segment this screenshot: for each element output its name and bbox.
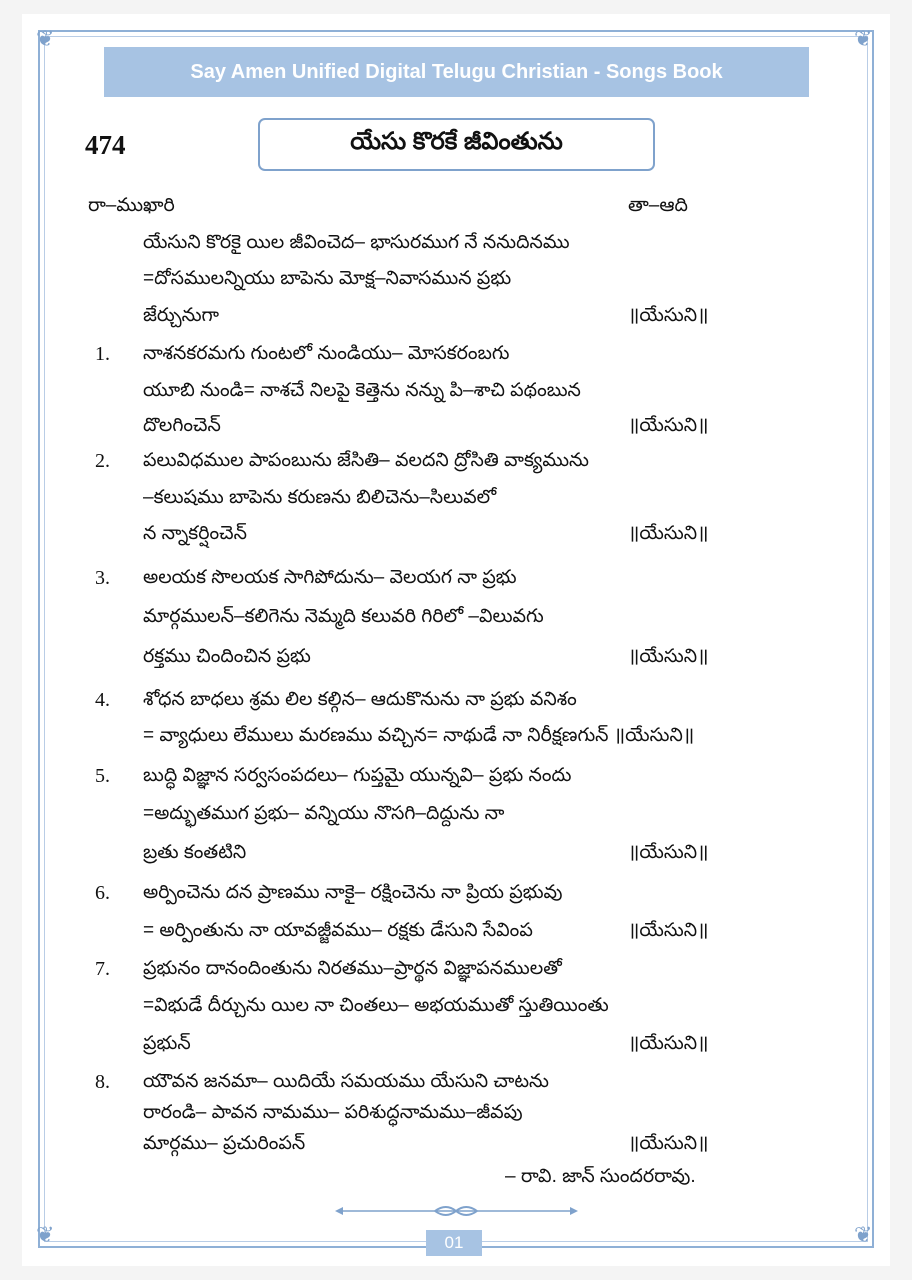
corner-ornament-icon: ❦ [854, 26, 873, 51]
lyric-text: =దోసములన్నియు బాపెను మోక్ష–నివాసమున ప్రభు [143, 268, 512, 289]
verse-number: 5. [95, 765, 110, 787]
lyric-line [0, 803, 912, 833]
lyric-text: బుద్ధి విజ్ఞాన సర్వసంపదలు– గుప్తమై యున్నవి– ప్రభు నందు [143, 765, 572, 786]
lyric-line [0, 995, 912, 1025]
lyric-line [0, 567, 912, 597]
lyric-line [0, 920, 912, 950]
lyric-text: బ్రతు కంతటిని [143, 842, 247, 863]
refrain-marker: ॥యేసుని॥ [628, 920, 709, 941]
lyric-text: శోధన బాధలు శ్రమ లిల కల్గిన– ఆదుకొనును నా ప్రభు వనిశం [143, 689, 577, 710]
lyric-text: రక్తము చిందించిన ప్రభు [143, 646, 311, 667]
lyric-line [0, 1133, 912, 1163]
refrain-marker: ॥యేసుని॥ [628, 305, 709, 326]
lyric-text: మార్గము– ప్రచురింపన్ [143, 1133, 306, 1154]
lyric-line [0, 232, 912, 262]
lyric-line [0, 842, 912, 872]
lyric-text: =అద్భుతముగ ప్రభు– వన్నియు నొసగి–దిద్దును నా [143, 803, 505, 824]
corner-ornament-icon: ❦ [36, 26, 55, 51]
verse-number: 8. [95, 1071, 110, 1093]
lyric-line [0, 765, 912, 795]
page-number: 01 [426, 1230, 482, 1256]
verse-number: 3. [95, 567, 110, 589]
verse-number: 7. [95, 958, 110, 980]
lyric-text: యేసుని కొరకై యిల జీవించెద– భాసురముగ నే ననుదినము [143, 232, 570, 253]
lyric-text: జేర్చునుగా [143, 305, 220, 326]
lyric-line [0, 268, 912, 298]
refrain-marker: ॥యేసుని॥ [628, 646, 709, 667]
lyric-text: =విభుడే దీర్చును యిల నా చింతలు– అభయముతో స్తుతియింతు [143, 995, 609, 1016]
lyric-text: రారండి– పావన నామము– పరిశుద్ధనామము–జీవపు [143, 1102, 523, 1123]
lyric-line [0, 415, 912, 445]
lyric-line [0, 487, 912, 517]
refrain-marker: ॥యేసుని॥ [628, 523, 709, 544]
verse-number: 4. [95, 689, 110, 711]
lyric-text: నాశనకరమగు గుంటలో నుండియు– మోసకరంబగు [143, 343, 510, 364]
lyric-line [0, 882, 912, 912]
verse-number: 2. [95, 450, 110, 472]
corner-ornament-icon: ❦ [854, 1222, 873, 1247]
verse-number: 6. [95, 882, 110, 904]
lyric-line [0, 958, 912, 988]
lyric-line [0, 450, 912, 480]
lyric-line [0, 343, 912, 373]
refrain-marker: ॥యేసుని॥ [628, 1033, 709, 1054]
song-number: 474 [85, 130, 126, 160]
lyric-line [0, 725, 912, 755]
lyric-line [0, 606, 912, 636]
lyric-line [0, 305, 912, 335]
song-title: యేసు కొరకే జీవింతును [258, 118, 655, 171]
book-header: Say Amen Unified Digital Telugu Christian - Songs Book [104, 47, 809, 97]
lyric-text: ప్రభునం దానందింతును నిరతము–ప్రార్థన విజ్ఞాపనములతో [143, 958, 562, 979]
lyric-line [0, 380, 912, 410]
lyric-text: –కలుషము బాపెను కరుణను బిలిచెను–సిలువలో [143, 487, 497, 508]
lyric-line [0, 523, 912, 553]
lyric-line [0, 646, 912, 676]
refrain-marker: ॥యేసుని॥ [628, 842, 709, 863]
lyric-line [0, 1033, 912, 1063]
lyric-text: = అర్పింతును నా యావజ్జీవము– రక్షకు డేసుని సేవింప [143, 920, 533, 941]
lyric-text: అర్పించెను దన ప్రాణము నాకై– రక్షించెను నా ప్రియ ప్రభువు [143, 882, 563, 903]
refrain-marker: ॥యేసుని॥ [628, 1133, 709, 1154]
divider-ornament-icon [335, 1203, 578, 1219]
tala-label: తా–ఆది [628, 195, 688, 216]
lyric-text: పలువిధముల పాపంబును జేసితి– వలదని ద్రోసితి వాక్యమును [143, 450, 589, 471]
lyric-text: యౌవన జనమా– యిదియే సమయము యేసుని చాటను [143, 1071, 549, 1092]
lyric-text: = వ్యాధులు లేములు మరణము వచ్చిన= నాథుడే నా నిరీక్షణగున్ ॥యేసుని॥ [143, 725, 695, 746]
lyric-text: దొలగించెన్ [143, 415, 221, 436]
lyric-line [0, 1071, 912, 1101]
refrain-marker: ॥యేసుని॥ [628, 415, 709, 436]
lyric-line [0, 689, 912, 719]
lyric-text: న న్నాకర్షించెన్ [143, 523, 247, 544]
lyric-text: యూబి నుండి= నాశచే నిలపై కెత్తెను నన్ను పి–శాచి పథంబున [143, 380, 581, 401]
author: – రావి. జాన్ సుందరరావు. [505, 1166, 696, 1187]
lyric-text: అలయక సొలయక సాగిపోదును– వెలయగ నా ప్రభు [143, 567, 517, 588]
lyric-line [0, 1102, 912, 1132]
lyric-text: ప్రభున్ [143, 1033, 191, 1054]
raga-label: రా–ముఖారి [88, 195, 175, 216]
corner-ornament-icon: ❦ [36, 1222, 55, 1247]
verse-number: 1. [95, 343, 110, 365]
lyric-text: మార్గములన్–కలిగెను నెమ్మది కలువరి గిరిలో –విలువగు [143, 606, 544, 627]
